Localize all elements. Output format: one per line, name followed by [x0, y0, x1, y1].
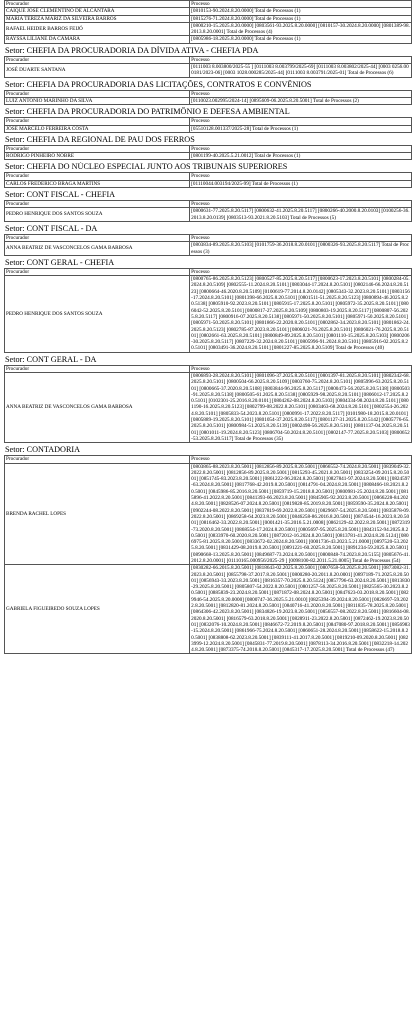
sector-table — [4, 234, 412, 256]
header-processo: Processo — [190, 56, 412, 63]
table-row — [5, 97, 412, 104]
header-procurador: Procurador — [5, 201, 190, 208]
sector-table — [4, 455, 412, 654]
procurador-name: LUIZ ANTONIO MARINHO DA SILVA — [5, 97, 190, 104]
table-row — [5, 22, 412, 36]
sector-heading: Setor: CHEFIA DO NÚCLEO ESPECIAL JUNTO AOS TRIBUNAIS SUPERIORES — [5, 162, 288, 172]
header-procurador: Procurador — [5, 365, 190, 372]
sector-table — [4, 117, 412, 133]
sector-table — [4, 200, 412, 222]
procurador-name: PEDRO HENRIQUE DOS SANTOS SOUZA — [5, 276, 190, 353]
header-procurador: Procurador — [5, 268, 190, 275]
process-list: [0815276-71.2024.8.20.0000] Total de Processos (1) — [190, 15, 412, 22]
process-list: [0800210-15.2025.8.20.0000] [0803561-93.2025.8.20.0000] [0810157-30.2024.8.20.0000] [0801389-98.2013.8.20.0001] Total de Processos (4) — [191, 22, 410, 36]
procurador-name: ANNA BEATRIZ DE VASCONCELOS GAMA BARBOSA — [5, 242, 190, 256]
sector-table — [4, 172, 412, 188]
procurador-name: JOSÉ DUARTE SANTANA — [5, 64, 190, 78]
table-row — [5, 208, 412, 222]
sector-table — [4, 268, 412, 353]
header-processo: Processo — [190, 145, 412, 152]
sector-heading: Setor: CHEFIA DA PROCURADORIA DO PATRIMÔNIO E DEFESA AMBIENTAL — [5, 107, 290, 117]
procurador-name: RAYSSA LILIANE DA CÂMARA — [5, 36, 190, 43]
procurador-name: MARIA TEREZA MARIZ DA SILVEIRA BARROS — [5, 15, 190, 22]
sector-heading: Setor: CONT FISCAL - DA — [5, 223, 98, 233]
header-procurador: Procurador — [5, 90, 190, 97]
header-procurador: Procurador — [5, 234, 190, 241]
sector-heading: Setor: CONTADORIA — [5, 445, 81, 455]
procurador-name: CARLOS FREDERICO BRAGA MARTINS — [5, 180, 190, 187]
process-list: [0810153-90.2024.8.20.0000] Total de Processos (1) — [190, 8, 412, 15]
header-procurador: Procurador — [5, 1, 190, 8]
table-row — [5, 242, 412, 256]
sector-table — [4, 365, 412, 444]
sector-heading: Setor: CHEFIA DA PROCURADORIA DA DÍVIDA ATIVA - CHEFIA PDA — [5, 45, 259, 55]
procurador-name: RAFAEL HEIDER BARROS FEIJÓ — [5, 22, 190, 36]
table-row — [5, 64, 412, 78]
procurador-name: JOSÉ MARCELO FERREIRA COSTA — [5, 125, 190, 132]
header-processo: Processo — [190, 118, 412, 125]
header-processo: Processo — [190, 1, 412, 8]
process-list: [0111003 8.003800/2025-55 ] [0111003 8.003799/2025-69] [0111003 8.003802/2025-44] [0003 0256.000181/2023-06] [0003 1028.000285/2025-44] [0111003 8.003791/2025-01] Total de Processos (6) — [190, 64, 412, 78]
header-procurador: Procurador — [5, 118, 190, 125]
procurador-name: BRENDA RACHEL LOPES — [5, 463, 190, 565]
process-list: [0830282-66.2015.8.20.5001] [0818643-02.2025.8.20.5001] [0807658-50.2025.8.20.5001] [0873082-31.2023.8.20.5001] [0855798-37.2017.8.20.5001] [0800280-20.2011.8.20.0001] [0897189-71.2025.8.20.5001] [0856943-33.2023.8.20.5001] [0816357-70.2025.8.20.5124] [0857796-63.2024.8.20.5001] [0813830-29.2025.8.20.5001] [0805807-54.2022.8.20.5001] [0801257-56.2025.8.20.5001] [0825565-30.2023.8.20.5001] [0885839-23.2024.8.20.5001] [0871872-08.2024.8.20.5001] [0847623-03.2018.8.20.5001] [0829946-54.2025.8.20.0000] [0800747-36.2025.5.21.0010] [0825394-39.2024.8.20.5001] [0826697-59.2022.8.20.5001] [0812820-81.2024.8.20.5001] [0840716-41.2020.8.20.5001] [0811835-78.2025.8.20.5001] [0864306-42.2023.8.20.5001] [0834826-19.2023.8.20.5001] [0856557-08.2022.8.20.5001] [0816604-08.2020.8.20.5001] [0816579-63.2018.8.20.5001] [0828911-23.2022.8.20.5001] [0872462-19.2023.8.20.5001] [0832076-10.2024.8.20.5001] [0846672-72.2019.8.20.5001] [0847080-97.2018.8.20.5001] [0856983-15.2024.8.20.5001] [0861966-75.2024.8.20.5001] [0860651-28.2024.8.20.5001] [0858622-15.2018.8.20.5001] [0838808-62.2023.8.20.5001] [0839111-41.2017.8.20.5001] [0819210-09.2020.8.20.5001] [0823999-12.2024.8.20.5001] [0845831-77.2019.8.20.5001] [0878113-34.2016.8.20.5001] [0832218-14.2024.8.20.5001] [0873375-74.2018.8.20.5001] [0845317-17.2025.8.20.5001] Total de Processos (47) — [191, 565, 410, 654]
header-processo: Processo — [190, 90, 412, 97]
sector-heading: Setor: CHEFIA DA REGIONAL DE PAU DOS FERROS — [5, 134, 195, 144]
procurador-name: CAIQUE JOSÉ CLEMENTINO DE ALCÂNTARA — [5, 8, 190, 15]
header-processo: Processo — [190, 456, 412, 463]
sector-table — [4, 90, 412, 106]
header-processo: Processo — [190, 365, 412, 372]
header-processo: Processo — [190, 268, 412, 275]
table-row — [5, 8, 412, 15]
header-processo: Processo — [190, 173, 412, 180]
table-row — [5, 153, 412, 160]
process-list: [0800631-77.2025.8.20.5117] [0800632-41.2025.8.20.5117] [0800266-40.2000.8.20.0103] [0100256-36.2013.8.20.0139] [0803513-93.2021.8.20.5103] Total de Processos (5) — [191, 208, 410, 221]
header-procurador: Procurador — [5, 145, 190, 152]
process-list: [0801199-40.2025.5.21.0012] Total de Processos (1) — [190, 153, 412, 160]
process-list: [01110044.003194/2025-99] Total de Processos (1) — [190, 180, 412, 187]
report-page — [4, 0, 412, 654]
procurador-name: ANNA BEATRIZ DE VASCONCELOS GAMA BARBOSA — [5, 372, 190, 442]
sector-heading: Setor: CHEFIA DA PROCURADORIA DAS LICITAÇÕES, CONTRATOS E CONVÊNIOS — [5, 79, 312, 89]
process-list: [05510128.001337/2025-28] Total de Processos (1) — [190, 125, 412, 132]
process-list: [0800765-86.2025.8.20.5123] [0800527-85.2025.8.20.5117] [0800623-17.2023.8.20.5101] [0800284-05.2024.8.20.5109] [0802555-11.2024.8.20.5101] [0803044-17.2024.8.20.5101] [0802146-66.2024.8.20.5123] [0800664-46.2020.8.20.5109] [0100619-77.2014.8.20.0142] [0805343-32.2023.8.20.5101] [0803156-17.2024.8.20.5101] [0801398-66.2025.8.20.5101] [0801511-51.2025.8.20.5123] [0800894-46.2025.8.20.5138] [0805910-92.2023.8.20.5101] [0805915-17.2025.8.20.5101] [0805972-35.2025.8.20.5101] [0806042-52.2025.8.20.5101] [0800817-27.2025.8.20.5109] [0800803-19.2025.8.20.5117] [0800807-56.2025.8.20.5117] [0800916-07.2025.8.20.5138] [0805971-50.2025.8.20.5101] [0805971-50.2025.8.20.5101] [0805971-50.2025.8.20.5101] [0801866-22.2020.8.20.5101] [0802862-34.2023.8.20.5101] [0801862-24.2025.8.20.5123] [0802785-87.2023.8.20.5101] [0806021-76.2025.8.20.5101] [0806021-76.2025.8.20.5101] [0802661-63.2025.8.20.5101] [0800849-89.2025.8.20.5101] [0801110-15.2025.8.20.5103] [0800206-30.2025.8.20.5117] [0807229-32.2024.8.20.5101] [0805996-91.2024.8.20.5101] [0805916-02.2025.8.20.5101] [0803491-36.2024.8.20.5101] [0801227-85.2025.8.20.5109] Total de Processos (40) — [191, 276, 410, 352]
process-list: [0806893-28.2024.8.20.5101] [0801096-37.2025.8.20.5101] [0801397-81.2025.8.20.5101] [0802342-68.2025.8.20.5101] [0800504-66.2025.8.20.5109] [0803760-75.2024.8.20.5101] [0805996-63.2025.8.20.5101] [0800665-37.2020.8.20.5108] [0803844-96.2025.8.20.5117] [0800473-56.2025.8.20.5138] [0800503-91.2025.8.20.5138] [0800505-61.2025.8.20.5138] [0805929-98.2025.8.20.5101] [0806012-17.2025.8.20.5101] [0102301-25.2016.8.20.0101] [0804262-08.2024.8.20.5103] [0804334-98.2024.8.20.5101] [0801190-16.2025.8.20.5123] [0802799-08.2022.8.20.5101] [0803463-68.2024.8.20.5101] [0802554-26.2024.8.20.5101] [0805833-54.2023.8.20.5101] [0800991-17.2022.8.20.5117] [0101980-18.2015.8.20.0101] [0805889-19.2025.8.20.5101] [0801054-37.2025.8.20.5117] [0801127-31.2025.8.20.5142] [0805776-65.2025.8.20.5101] [0800984-51.2025.8.20.5139] [0802498-56.2025.8.20.5101] [0801137-04.2025.8.20.5101] [0801011-19.2024.8.20.5123] [0806704-50.2024.8.20.5101] [0802147-77.2025.8.20.5103] [0800652-53.2025.8.20.5117] Total de Processos (35) — [191, 372, 410, 442]
sector-heading: Setor: CONT GERAL - DA — [5, 354, 97, 364]
procurador-name: RODRIGO PINHEIRO NOBRE — [5, 153, 190, 160]
sector-table — [4, 145, 412, 161]
process-list: [0805986-18.2025.8.20.0000] Total de Processos (1) — [190, 36, 412, 43]
process-list: [0110023.002995/2024-14] [0895609-06.2025.8.20.5001] Total de Processos (2) — [190, 97, 412, 104]
header-procurador: Procurador — [5, 56, 190, 63]
table-row — [5, 276, 412, 353]
top-processes-table — [4, 0, 412, 44]
sector-table — [4, 56, 412, 78]
process-list: [0803834-89.2025.8.20.5103] [0101759-36.2018.8.20.0101] [0800326-93.2025.8.20.5117] Total de Processos (3) — [190, 242, 412, 256]
process-list: [0803865-88.2023.8.20.5001] [0812856-89.2025.8.20.5001] [0866552-74.2024.8.20.5001] [0839049-32.2022.8.20.5001] [0812856-89.2025.8.20.5001] [0815293-45.2021.8.20.5001] [0833254-09.2015.8.20.5001] [0851745-83.2023.8.20.5001] [0861222-96.2024.8.20.5001] [0827841-97.2024.8.20.5001] [0824597-63.2024.8.20.5001] [0817768-42.2019.8.20.5001] [0814791-04.2024.8.20.5001] [0808466-18.2021.8.20.5001] [0845986-85.2016.8.20.5001] [0859719-15.2018.8.20.5001] [0800981-25.2024.8.20.5001] [0815896-41.2022.8.20.5001] [0841393-66.2023.8.20.5001] [0845905-92.2023.8.20.5001] [0866228-84.2024.8.20.5001] [0828526-07.2024.8.20.5001] [0819828-85.2019.8.20.5001] [0859590-35.2024.8.20.5001] [0902244-08.2022.8.20.5001] [0837819-69.2022.8.20.5001] [0829607-54.2025.8.20.5001] [0835878-09.2022.8.20.5001] [0869258-64.2023.8.20.5001] [0846258-86.2016.8.20.5001] [0874544-16.2023.8.20.5001] [0816462-33.2022.8.20.5001] [0001421-35.2016.5.21.0008] [0862129-42.2022.8.20.5001] [0872319-73.2020.8.20.5001] [0868554-17.2024.8.20.5001] [0805697-95.2025.8.20.5001] [0843152-94.2025.8.20.5001] [0833970-60.2020.8.20.5001] [0872012-16.2024.8.20.5001] [0813781-41.2024.8.20.5124] [0806975-81.2025.8.20.5001] [0833672-02.2024.8.20.5001] [0001736-43.2023.5.21.0000] [0897520-53.2025.8.20.5001] [0831429-08.2019.8.20.5001] [0891221-60.2025.8.20.5001] [0891234-59.2025.8.20.5001] [0890668-13.2025.8.20.5001] [0849687-73.2024.8.20.5001] [0800848-74.2023.8.20.5155] [0805676-41.2012.8.20.0001] [01110165.000956/2025-29 ] [0098100-82.2011.5.21.0005] Total de Processos (54) — [191, 463, 410, 564]
table-row — [5, 463, 412, 565]
procurador-name: GABRIELA FIGUEIREDO SOUZA LOPES — [5, 565, 190, 654]
table-row — [5, 15, 412, 22]
procurador-name: PEDRO HENRIQUE DOS SANTOS SOUZA — [5, 208, 190, 222]
table-row — [5, 125, 412, 132]
table-row — [5, 565, 412, 654]
header-procurador: Procurador — [5, 456, 190, 463]
header-processo: Processo — [190, 201, 412, 208]
sector-heading: Setor: CONT GERAL - CHEFIA — [5, 257, 115, 267]
header-procurador: Procurador — [5, 173, 190, 180]
header-processo: Processo — [190, 234, 412, 241]
table-row — [5, 180, 412, 187]
table-row — [5, 372, 412, 442]
sector-heading: Setor: CONT FISCAL - CHEFIA — [5, 190, 116, 200]
table-row — [5, 36, 412, 43]
